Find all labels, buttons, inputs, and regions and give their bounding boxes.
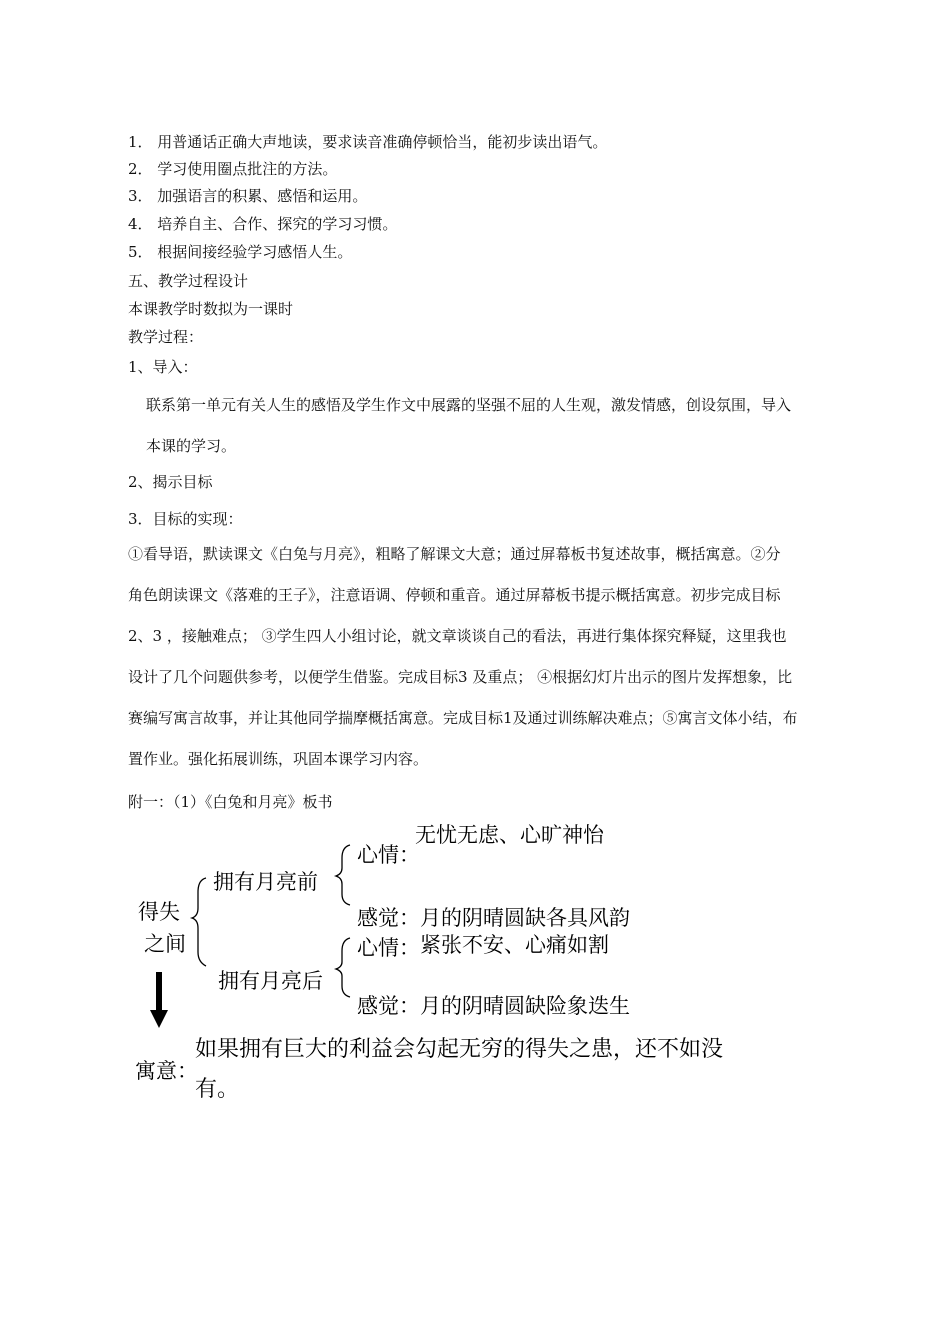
mood-label-1: 心情： [357, 843, 420, 867]
step3-line-4: 设计了几个问题供参考，以便学生借鉴。完成目标3 及重点； ④根据幻灯片出示的图片发挥想象，比 [128, 668, 793, 686]
step3-line-2: 角色朗读课文《落难的王子》，注意语调、停顿和重音。通过屏幕板书提示概括寓意。初步完成目标 [128, 586, 781, 604]
moral-text-line-1: 如果拥有巨大的利益会勾起无穷的得失之患，还不如没 [195, 1037, 724, 1062]
step1-text-line-2: 本课的学习。 [146, 437, 237, 455]
down-arrow-head [150, 1010, 168, 1028]
mood-text-2: 紧张不安、心痛如割 [420, 933, 609, 957]
goal-item-2: 2． 学习使用圈点批注的方法。 [128, 160, 338, 178]
root-label-line-2: 之间 [144, 932, 186, 956]
step3-line-6: 置作业。强化拓展训练，巩固本课学习内容。 [128, 750, 429, 768]
upper-brace [336, 845, 350, 905]
process-title: 教学过程： [128, 328, 204, 346]
section-five-title: 五、教学过程设计 [128, 272, 249, 290]
step3-line-5: 赛编写寓言故事，并让其他同学揣摩概括寓意。完成目标1及通过训练解决难点；⑤寓言文体小结，布 [128, 709, 798, 727]
branch-after: 拥有月亮后 [218, 969, 323, 993]
step3-line-1: ①看导语，默读课文《白兔与月亮》，粗略了解课文大意；通过屏幕板书复述故事，概括寓意。②分 [128, 545, 781, 563]
goal-item-1: 1． 用普通话正确大声地读，要求读音准确停顿恰当，能初步读出语气。 [128, 133, 608, 151]
step1-title: 1、导入： [128, 358, 198, 376]
root-brace [192, 878, 206, 966]
moral-text-line-2: 有。 [195, 1077, 240, 1102]
goal-item-3: 3． 加强语言的积累、感悟和运用。 [128, 187, 368, 205]
mood-text-1: 无忧无虑、心旷神怡 [415, 823, 604, 847]
down-arrow-shaft [156, 972, 162, 1014]
appendix-title: 附一：（1）《白兔和月亮》板书 [128, 793, 333, 811]
branch-before: 拥有月亮前 [213, 870, 318, 894]
mood-label-2: 心情： [357, 936, 420, 960]
moral-label: 寓意： [135, 1059, 198, 1083]
step3-line-3: 2、3 ，接触难点； ③学生四人小组讨论，就文章谈谈自己的看法，再进行集体探究释疑，这里我也 [128, 627, 787, 645]
step3-title: 3．目标的实现： [128, 510, 243, 528]
feeling-text-1: 感觉：月的阴晴圆缺各具风韵 [357, 906, 630, 930]
step1-text-line-1: 联系第一单元有关人生的感悟及学生作文中展露的坚强不屈的人生观，激发情感，创设氛围，导入 [146, 396, 792, 414]
feeling-text-2: 感觉：月的阴晴圆缺险象迭生 [357, 994, 630, 1018]
lower-brace [336, 938, 350, 997]
root-label-line-1: 得失 [138, 900, 180, 924]
goal-item-5: 5． 根据间接经验学习感悟人生。 [128, 243, 353, 261]
step2-title: 2、揭示目标 [128, 473, 213, 491]
goal-item-4: 4． 培养自主、合作、探究的学习习惯。 [128, 215, 398, 233]
lesson-time: 本课教学时数拟为一课时 [128, 300, 294, 318]
